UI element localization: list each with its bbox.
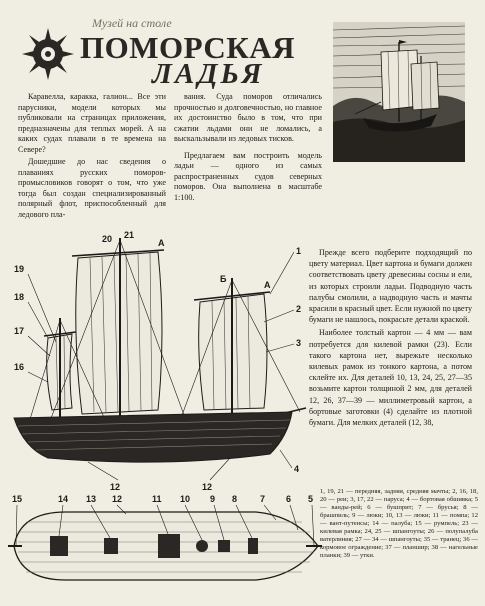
intro-paragraph: Предлагаем вам построить модель ладьи — одного из самых распространенных судов северных поморов. Она выполнена в масштабе 1:100. bbox=[174, 150, 322, 202]
plan-label-11: 11 bbox=[152, 494, 162, 504]
ship-elevation-drawing bbox=[8, 222, 308, 492]
label-19: 19 bbox=[14, 264, 25, 274]
hatch bbox=[104, 538, 118, 554]
plan-label-7: 7 bbox=[260, 494, 266, 504]
hatch bbox=[50, 536, 68, 556]
plan-label-8: 8 bbox=[232, 494, 238, 504]
intro-column-1 bbox=[18, 92, 166, 222]
label-4: 4 bbox=[294, 464, 300, 474]
label-a: А bbox=[158, 238, 165, 248]
plan-label-14: 14 bbox=[58, 494, 69, 504]
section-rubric: Музей на столе bbox=[92, 16, 172, 30]
label-1: 1 bbox=[296, 246, 302, 256]
label-17: 17 bbox=[14, 326, 25, 336]
label-16: 16 bbox=[14, 362, 25, 372]
label-12-2: 12 bbox=[202, 482, 213, 492]
plan-label-5: 5 bbox=[308, 494, 314, 504]
compass-rose-icon bbox=[20, 26, 76, 82]
title-line-2: ЛАДЬЯ bbox=[152, 58, 265, 90]
label-12: 12 bbox=[110, 482, 121, 492]
label-21: 21 bbox=[124, 230, 135, 240]
plan-label-6: 6 bbox=[286, 494, 292, 504]
intro-paragraph: вания. Суда поморов отличались прочностью и долговечностью, но главное их достоинство было в том, что при сжатии льдами они не ломались, а выскальзывали из ледовых тисков. bbox=[174, 92, 322, 143]
label-20: 20 bbox=[102, 234, 113, 244]
plan-label-12: 12 bbox=[112, 494, 123, 504]
instructions-paragraph: Наиболее толстый картон — 4 мм — вам потребуется для килевой рамки (23). Если такого картона нет, вырежьте несколько килевых рамок из тонкого картона, а потом склейте их. Для деталей 10, 13, 24, 25, 27—35 возьмите картон толщиной 2 мм, для деталей 12, 26, 37—39 — миллиметровый картон, а бортовые заготовки (4) сделайте из плотной бумаги. Для мелких деталей (12, 38, bbox=[309, 328, 472, 428]
title-line-1: ПОМОРСКАЯ bbox=[80, 30, 296, 65]
windlass bbox=[218, 540, 230, 552]
label-3: 3 bbox=[296, 338, 302, 348]
plan-label-10: 10 bbox=[180, 494, 191, 504]
instructions-text bbox=[309, 247, 472, 430]
hatch bbox=[248, 538, 258, 554]
intro-column-2 bbox=[174, 92, 322, 205]
ship-engraving-illustration bbox=[333, 22, 465, 162]
plan-label-15: 15 bbox=[12, 494, 23, 504]
intro-paragraph: Дошедшие до нас сведения о плаваниях русских поморов-промысловиков говорят о том, что уже тогда был создан специализированный полярный флот, приспособленный для ледового пла- bbox=[18, 157, 166, 219]
hatch bbox=[158, 534, 180, 558]
hull bbox=[14, 412, 292, 462]
intro-paragraph: Каравелла, каракка, галион... Все эти парусники, модели которых мы публиковали на страницах приложения, предназначены для теплых морей. А на каких судах плавали в те времена на Севере? bbox=[18, 92, 166, 154]
pump bbox=[196, 540, 208, 552]
label-2: 2 bbox=[296, 304, 302, 314]
plan-label-13: 13 bbox=[86, 494, 97, 504]
instructions-paragraph: Прежде всего подберите подходящий по цвету материал. Цвет картона и бумаги должен соответствовать цвету древесины сосны и ели, из которых строили ладьи. Подводную часть палубы смолили, а надводную часть и мачты красили в красный цвет. Если нужной по цвету бумаги не нашлось, покрасьте детали краской. bbox=[309, 248, 472, 325]
mainsail bbox=[76, 252, 162, 414]
plan-label-9: 9 bbox=[210, 494, 216, 504]
deck-plan-drawing bbox=[6, 490, 322, 602]
label-18: 18 bbox=[14, 292, 25, 302]
parts-legend: 1, 19, 21 — передняя, задняя, средняя мачты; 2, 16, 18, 20 — реи; 3, 17, 22 — паруса; 4 — бортовая обшивка; 5 — ванды-рей; 6 — бушприт; 7 — брусья; 8 — брашпиль; 9 — люки; 10, 13 — люки; 11 — помпа; 12 — вант-путенсы; 14 — палуба; 15 — румпель; 23 — килевая рамка; 24, 25 — шпангоуты; 26 — полупалуба ватерлиния; 27 — 34 — шпангоуты; 35 — транец; 36 — кормовое ограждение; 37 — планшир; 38 — нагельные планки; 39 — утки. bbox=[320, 488, 478, 559]
label-a-2: А bbox=[264, 280, 271, 290]
label-b: Б bbox=[220, 274, 227, 284]
